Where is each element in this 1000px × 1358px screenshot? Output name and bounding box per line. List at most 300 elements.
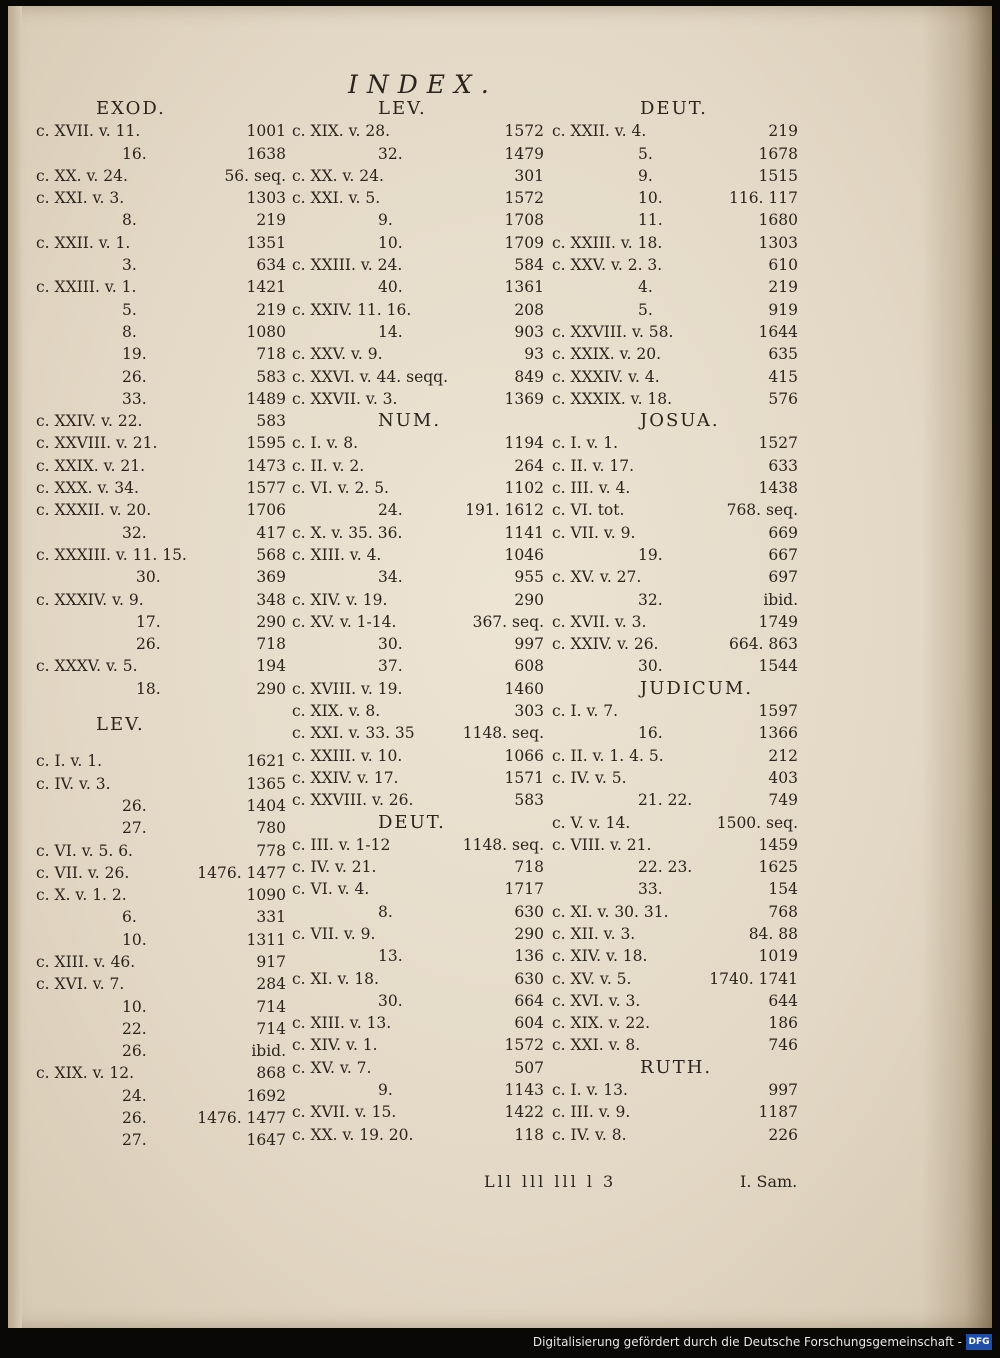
verse-reference: c. XVI. v. 3. <box>552 991 641 1010</box>
verse-reference: c. XXI. v. 8. <box>552 1036 641 1055</box>
page-number: 118 <box>514 1125 544 1144</box>
index-entry <box>292 499 544 521</box>
verse-reference: c. IV. v. 3. <box>36 774 111 793</box>
index-entry <box>552 276 798 298</box>
verse-reference: c. XXXIV. v. 9. <box>36 590 144 609</box>
index-entry <box>552 990 798 1012</box>
index-entry <box>552 968 798 990</box>
page-number: 633 <box>768 456 798 475</box>
index-entry <box>292 120 544 142</box>
index-column-3 <box>552 98 798 1146</box>
signature-mark: Lll lll lll l 3 <box>484 1172 617 1191</box>
page-number: 191. 1612 <box>465 501 544 520</box>
index-entry <box>292 566 544 588</box>
index-entry <box>292 767 544 789</box>
index-entry <box>552 143 798 165</box>
index-entry <box>552 1124 798 1146</box>
index-entry <box>292 343 544 365</box>
index-entry <box>292 923 544 945</box>
verse-reference: 32. <box>378 144 403 163</box>
index-entry <box>36 1062 286 1084</box>
page-number: 1459 <box>758 835 798 854</box>
index-entry <box>292 388 544 410</box>
verse-reference: c. XXIII. v. 24. <box>292 256 403 275</box>
index-entry <box>552 299 798 321</box>
verse-reference: c. XX. v. 24. <box>36 166 128 185</box>
verse-reference: c. XXIV. v. 22. <box>36 412 143 431</box>
index-entry <box>292 1079 544 1101</box>
verse-reference: 9. <box>378 211 393 230</box>
index-entry <box>292 366 544 388</box>
page-number: 1479 <box>504 144 544 163</box>
page-number: 768. seq. <box>726 501 798 520</box>
index-entry <box>292 945 544 967</box>
page-number: 1001 <box>246 122 286 141</box>
page-number: 849 <box>514 367 544 386</box>
verse-reference: 26. <box>122 796 147 815</box>
verse-reference: c. XXIX. v. 21. <box>36 456 146 475</box>
index-entry <box>552 1101 798 1123</box>
page-number: 1194 <box>504 434 544 453</box>
section-heading-text: JOSUA. <box>640 410 720 432</box>
page-number: 1638 <box>246 144 286 163</box>
verse-reference: c. VII. v. 9. <box>552 523 636 542</box>
page-number: 219 <box>256 211 286 230</box>
index-entry <box>292 187 544 209</box>
index-entry <box>552 745 798 767</box>
verse-reference: 24. <box>378 501 403 520</box>
verse-reference: 22. <box>122 1019 147 1038</box>
page-number: 1365 <box>246 774 286 793</box>
page-number: 634 <box>256 256 286 275</box>
page-number: 84. 88 <box>748 924 798 943</box>
verse-reference: c. I. v. 13. <box>552 1081 628 1100</box>
page-number: 1706 <box>246 501 286 520</box>
verse-reference: c. XI. v. 18. <box>292 969 379 988</box>
index-entry <box>552 633 798 655</box>
page-number: 1438 <box>758 479 798 498</box>
page-number: 1351 <box>246 233 286 252</box>
section-heading <box>552 678 798 700</box>
page-number: 136 <box>514 947 544 966</box>
verse-reference: 16. <box>638 724 663 743</box>
verse-reference: c. XXVI. v. 44. seqq. <box>292 367 449 386</box>
index-entry <box>292 1101 544 1123</box>
verse-reference: c. XI. v. 30. 31. <box>552 902 669 921</box>
index-entry <box>36 299 286 321</box>
section-heading <box>292 410 544 432</box>
index-entry <box>292 544 544 566</box>
verse-reference: 18. <box>136 679 161 698</box>
verse-reference: c. XIX. v. 28. <box>292 122 391 141</box>
index-entry <box>292 455 544 477</box>
index-entry <box>292 276 544 298</box>
verse-reference: c. IV. v. 8. <box>552 1125 627 1144</box>
page-number: 1572 <box>504 189 544 208</box>
running-head: INDEX. <box>348 70 498 99</box>
page-number: 1476. 1477 <box>197 1109 286 1128</box>
page-number: 1708 <box>504 211 544 230</box>
index-entry <box>552 254 798 276</box>
page-number: 208 <box>514 300 544 319</box>
index-entry <box>36 276 286 298</box>
verse-reference: 10. <box>378 233 403 252</box>
index-entry <box>552 232 798 254</box>
index-entry <box>36 1040 286 1062</box>
index-entry <box>552 812 798 834</box>
index-entry <box>292 834 544 856</box>
verse-reference: 24. <box>122 1086 147 1105</box>
index-entry <box>36 678 286 700</box>
credit-bar <box>0 1328 1000 1358</box>
verse-reference: c. XIX. v. 8. <box>292 702 381 721</box>
page-number: 186 <box>768 1014 798 1033</box>
index-entry <box>36 566 286 588</box>
index-entry <box>36 499 286 521</box>
verse-reference: 30. <box>136 568 161 587</box>
index-entry <box>292 901 544 923</box>
verse-reference: c. XXVIII. v. 26. <box>292 791 414 810</box>
page-number: 583 <box>256 412 286 431</box>
index-entry <box>36 388 286 410</box>
verse-reference: c. XIII. v. 4. <box>292 545 382 564</box>
page-number: 1090 <box>246 886 286 905</box>
index-entry <box>292 477 544 499</box>
verse-reference: 32. <box>122 523 147 542</box>
verse-reference: c. XXIII. v. 10. <box>292 746 403 765</box>
section-heading <box>292 812 544 834</box>
index-entry <box>36 884 286 906</box>
page-number: 718 <box>256 345 286 364</box>
verse-reference: 8. <box>122 211 137 230</box>
verse-reference: c. XXXIII. v. 11. 15. <box>36 545 187 564</box>
index-entry <box>36 321 286 343</box>
index-entry <box>36 209 286 231</box>
section-heading-text: JUDICUM. <box>640 677 754 699</box>
page-number: 1515 <box>758 166 798 185</box>
page-number: 1625 <box>758 858 798 877</box>
page-number: 1692 <box>246 1086 286 1105</box>
index-entry <box>36 165 286 187</box>
page-number: 1473 <box>246 456 286 475</box>
page-number: 714 <box>256 1019 286 1038</box>
index-entry <box>552 767 798 789</box>
section-heading <box>552 1057 798 1079</box>
verse-reference: 14. <box>378 322 403 341</box>
index-entry <box>292 299 544 321</box>
verse-reference: c. XXX. v. 34. <box>36 479 139 498</box>
page-number: 415 <box>768 367 798 386</box>
page-number: ibid. <box>763 590 798 609</box>
page-number: 403 <box>768 768 798 787</box>
verse-reference: 26. <box>122 367 147 386</box>
credit-text: Digitalisierung gefördert durch die Deutsche Forschungsgemeinschaft - <box>532 1335 962 1349</box>
page-number: 903 <box>514 322 544 341</box>
verse-reference: c. I. v. 1. <box>552 434 619 453</box>
verse-reference: 11. <box>638 211 663 230</box>
index-entry <box>292 789 544 811</box>
page-number: 1366 <box>758 724 798 743</box>
page-number: 584 <box>514 256 544 275</box>
page-number: 1148. seq. <box>462 724 544 743</box>
verse-reference: c. VII. v. 26. <box>36 863 130 882</box>
section-heading <box>36 98 286 120</box>
index-entry <box>292 589 544 611</box>
verse-reference: 40. <box>378 278 403 297</box>
index-entry <box>292 522 544 544</box>
index-entry <box>36 906 286 928</box>
page-number: 630 <box>514 902 544 921</box>
verse-reference: c. VI. v. 2. 5. <box>292 479 389 498</box>
index-entry <box>36 750 286 772</box>
verse-reference: 32. <box>638 590 663 609</box>
index-entry <box>292 878 544 900</box>
page-number: 1489 <box>246 389 286 408</box>
verse-reference: 4. <box>638 278 653 297</box>
page-number: 1046 <box>504 545 544 564</box>
page-number: 583 <box>514 791 544 810</box>
page-number: 749 <box>768 791 798 810</box>
page-number: 1303 <box>758 233 798 252</box>
index-entry <box>552 343 798 365</box>
verse-reference: c. XXIII. v. 18. <box>552 233 663 252</box>
index-entry <box>36 862 286 884</box>
page-number: 1460 <box>504 679 544 698</box>
index-entry <box>36 996 286 1018</box>
page-number: 1571 <box>504 768 544 787</box>
verse-reference: 5. <box>638 300 653 319</box>
page-number: 1422 <box>504 1103 544 1122</box>
page-number: 604 <box>514 1014 544 1033</box>
page-number: 667 <box>768 545 798 564</box>
page-number: 1369 <box>504 389 544 408</box>
page-number: 714 <box>256 997 286 1016</box>
verse-reference: 22. 23. <box>638 858 693 877</box>
verse-reference: c. XXVIII. v. 58. <box>552 322 674 341</box>
page-number: 369 <box>256 568 286 587</box>
verse-reference: c. XVII. v. 3. <box>552 612 647 631</box>
verse-reference: c. XXIX. v. 20. <box>552 345 662 364</box>
page-number: 768 <box>768 902 798 921</box>
section-heading-text: LEV. <box>378 98 427 119</box>
page-number: 746 <box>768 1036 798 1055</box>
page-number: 780 <box>256 819 286 838</box>
verse-reference: c. I. v. 7. <box>552 702 619 721</box>
verse-reference: c. XXVIII. v. 21. <box>36 434 158 453</box>
verse-reference: 5. <box>122 300 137 319</box>
verse-reference: c. II. v. 17. <box>552 456 635 475</box>
verse-reference: c. XIII. v. 46. <box>36 952 136 971</box>
index-entry <box>292 745 544 767</box>
page-number: 1080 <box>246 322 286 341</box>
page-number: 116. 117 <box>728 189 798 208</box>
page-number: 997 <box>514 635 544 654</box>
verse-reference: c. XIV. v. 18. <box>552 947 648 966</box>
index-entry <box>292 232 544 254</box>
index-entry <box>552 366 798 388</box>
verse-reference: 17. <box>136 612 161 631</box>
verse-reference: 8. <box>378 902 393 921</box>
verse-reference: c. XXV. v. 2. 3. <box>552 256 663 275</box>
page-number: 664. 863 <box>728 635 798 654</box>
page-number: 568 <box>256 545 286 564</box>
index-entry <box>292 1124 544 1146</box>
verse-reference: c. II. v. 2. <box>292 456 365 475</box>
index-entry <box>292 1012 544 1034</box>
index-entry <box>36 655 286 677</box>
page-number: 507 <box>514 1058 544 1077</box>
verse-reference: c. XX. v. 24. <box>292 166 384 185</box>
verse-reference: c. VI. v. 5. 6. <box>36 841 133 860</box>
dfg-logo-icon: DFG <box>966 1334 992 1350</box>
verse-reference: c. XXI. v. 5. <box>292 189 381 208</box>
verse-reference: 30. <box>378 635 403 654</box>
verse-reference: 26. <box>136 635 161 654</box>
page-number: 290 <box>514 590 544 609</box>
page-number: 1749 <box>758 612 798 631</box>
verse-reference: c. XII. v. 3. <box>552 924 636 943</box>
index-entry <box>36 633 286 655</box>
page-number: 1066 <box>504 746 544 765</box>
page-number: 1597 <box>758 702 798 721</box>
page-number: 917 <box>256 952 286 971</box>
verse-reference: c. VI. v. 4. <box>292 880 370 899</box>
verse-reference: c. XXXIV. v. 4. <box>552 367 660 386</box>
index-entry <box>36 522 286 544</box>
page-number: 367. seq. <box>472 612 544 631</box>
verse-reference: c. XV. v. 5. <box>552 969 632 988</box>
section-heading <box>552 410 798 432</box>
page-number: 348 <box>256 590 286 609</box>
verse-reference: 19. <box>638 545 663 564</box>
verse-reference: c. XXI. v. 33. 35 <box>292 724 415 743</box>
index-entry <box>552 455 798 477</box>
index-entry <box>292 1034 544 1056</box>
index-entry <box>552 878 798 900</box>
page-number: 1544 <box>758 657 798 676</box>
index-entry <box>36 973 286 995</box>
page-number: 583 <box>256 367 286 386</box>
index-entry <box>36 951 286 973</box>
page-number: 1148. seq. <box>462 835 544 854</box>
index-entry <box>292 254 544 276</box>
verse-reference: c. III. v. 4. <box>552 479 631 498</box>
index-entry <box>292 209 544 231</box>
verse-reference: c. XIV. v. 1. <box>292 1036 378 1055</box>
index-entry <box>292 678 544 700</box>
index-entry <box>292 1057 544 1079</box>
verse-reference: c. XXI. v. 3. <box>36 189 125 208</box>
page-number: 1102 <box>504 479 544 498</box>
index-entry <box>36 410 286 432</box>
page-number: 284 <box>256 975 286 994</box>
index-entry <box>552 321 798 343</box>
section-heading-text: LEV. <box>96 714 145 736</box>
index-entry <box>36 1129 286 1151</box>
index-entry <box>292 633 544 655</box>
book-page <box>8 6 992 1328</box>
page-number: 417 <box>256 523 286 542</box>
page-number: 290 <box>256 612 286 631</box>
index-entry <box>552 722 798 744</box>
verse-reference: 13. <box>378 947 403 966</box>
index-entry <box>36 366 286 388</box>
section-heading-text: RUTH. <box>640 1056 713 1078</box>
index-entry <box>36 187 286 209</box>
index-entry <box>552 522 798 544</box>
verse-reference: 10. <box>122 997 147 1016</box>
verse-reference: c. X. v. 35. 36. <box>292 523 403 542</box>
verse-reference: c. XIV. v. 19. <box>292 590 388 609</box>
page-number: 1361 <box>504 278 544 297</box>
index-entry <box>552 834 798 856</box>
page-number: 1500. seq. <box>716 813 798 832</box>
page-number: 212 <box>768 746 798 765</box>
verse-reference: c. V. v. 14. <box>552 813 631 832</box>
page-number: 1476. 1477 <box>197 863 286 882</box>
index-entry <box>292 432 544 454</box>
section-heading <box>292 98 544 120</box>
verse-reference: c. XV. v. 1-14. <box>292 612 397 631</box>
index-entry <box>552 477 798 499</box>
page-number: 1404 <box>246 796 286 815</box>
index-entry <box>292 856 544 878</box>
page-number: 697 <box>768 568 798 587</box>
verse-reference: c. XXIV. 11. 16. <box>292 300 412 319</box>
page-number: 1572 <box>504 122 544 141</box>
page-number: 778 <box>256 841 286 860</box>
index-entry <box>552 589 798 611</box>
page-number: 1647 <box>246 1131 286 1150</box>
page-number: 1527 <box>758 434 798 453</box>
catchword: I. Sam. <box>740 1172 798 1191</box>
verse-reference: 10. <box>638 189 663 208</box>
page-number: 331 <box>256 908 286 927</box>
page-number: 955 <box>514 568 544 587</box>
verse-reference: 33. <box>122 389 147 408</box>
verse-reference: c. XVIII. v. 19. <box>292 679 403 698</box>
verse-reference: c. II. v. 1. 4. 5. <box>552 746 664 765</box>
index-entry <box>552 165 798 187</box>
verse-reference: c. XXXII. v. 20. <box>36 501 152 520</box>
verse-reference: 16. <box>122 144 147 163</box>
index-entry <box>552 544 798 566</box>
index-entry <box>36 611 286 633</box>
page-number: 194 <box>256 657 286 676</box>
verse-reference: 9. <box>378 1081 393 1100</box>
section-heading-text: DEUT. <box>378 811 446 833</box>
index-entry <box>292 165 544 187</box>
verse-reference: c. XXXIX. v. 18. <box>552 389 673 408</box>
verse-reference: c. VII. v. 9. <box>292 924 376 943</box>
section-heading <box>552 98 798 120</box>
page-number: 1311 <box>246 930 286 949</box>
page-number: 1187 <box>758 1103 798 1122</box>
index-entry <box>552 655 798 677</box>
page-number: 1644 <box>758 322 798 341</box>
index-entry <box>36 773 286 795</box>
page-gutter-shadow <box>8 6 22 1328</box>
verse-reference: c. XIX. v. 12. <box>36 1064 135 1083</box>
index-entry <box>552 789 798 811</box>
verse-reference: c. XVII. v. 11. <box>36 122 141 141</box>
index-entry <box>36 455 286 477</box>
index-entry <box>36 840 286 862</box>
page-number: 1421 <box>246 278 286 297</box>
index-entry <box>552 700 798 722</box>
page-number: 1678 <box>758 144 798 163</box>
index-entry <box>292 722 544 744</box>
